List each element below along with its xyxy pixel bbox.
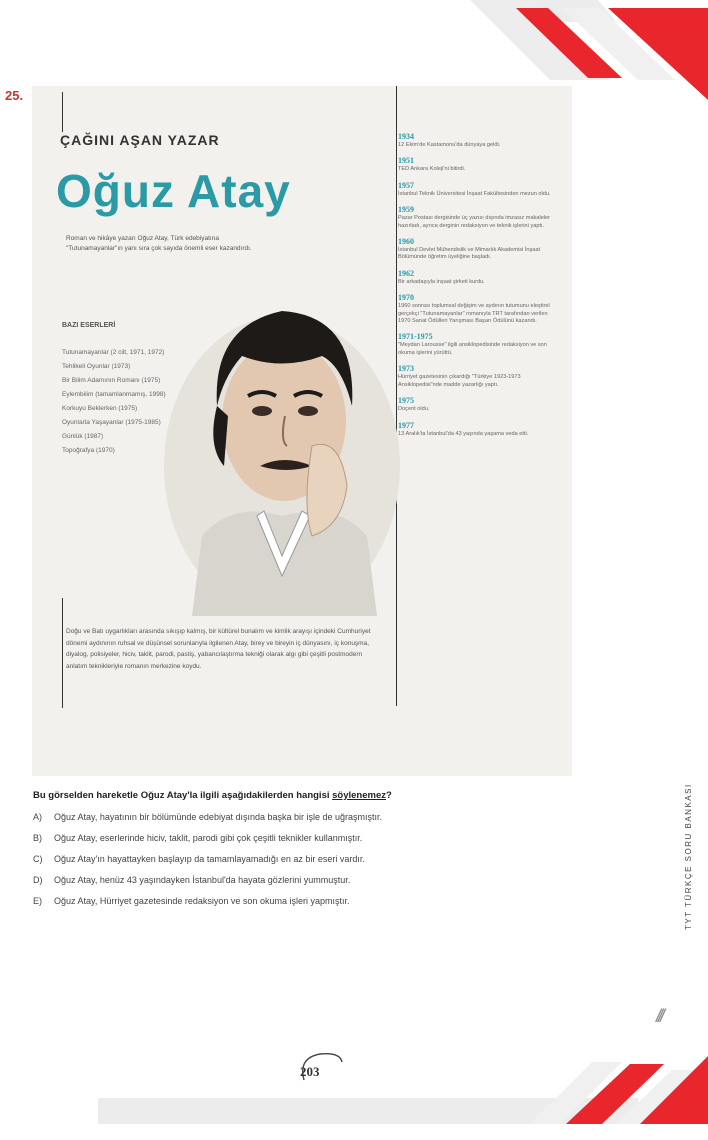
question-stem [33,790,392,801]
option-text: Oğuz Atay'ın hayattayken başlayıp da tamamlayamadığı en az bir eseri vardır. [54,854,365,864]
timeline-item [398,205,560,230]
timeline-text: İstanbul Devlet Mühendislik ve Mimarlık Akademisi İnşaat Bölümünde öğretim üyeliğine başladı. [398,247,541,261]
timeline-year: 1970 [398,293,414,303]
work-item: Bir Bilim Adamının Romanı (1975) [62,377,161,384]
timeline-year: 1962 [398,268,414,278]
poster-subtitle: ÇAĞINI AŞAN YAZAR [60,132,220,148]
option-c[interactable] [33,854,533,875]
work-item: Günlük (1987) [62,433,104,440]
option-text: Oğuz Atay, henüz 43 yaşındayken İstanbul'da hayata gözlerini yummuştur. [54,875,351,885]
slash-decoration: /// [656,1006,663,1026]
corner-stripes-bottom [530,1050,708,1140]
timeline-item [398,132,560,149]
answer-options [33,812,533,917]
work-item: Tehlikeli Oyunlar (1973) [62,363,131,370]
poster-divider [62,92,63,132]
timeline-text: TED Ankara Koleji'ni bitirdi. [398,166,466,173]
option-b[interactable] [33,833,533,854]
question-text: Bu görselden hareketle Oğuz Atay'la ilgili aşağıdakilerden hangisi [33,790,333,801]
timeline-text: Bir arkadaşıyla inşaat şirketi kurdu. [398,278,485,285]
work-item: Korkuyu Beklerken (1975) [62,405,138,412]
option-letter: C) [33,854,43,864]
timeline-item [398,181,560,198]
timeline-item [398,293,560,325]
timeline-year: 1973 [398,364,414,374]
author-portrait [162,286,402,616]
timeline-item [398,421,560,438]
option-d[interactable] [33,875,533,896]
page-number: 203 [300,1064,320,1079]
question-end: ? [386,790,392,801]
option-a[interactable] [33,812,533,833]
timeline-year: 1934 [398,132,414,141]
timeline-item [398,332,560,357]
author-name: Oğuz Atay [56,165,291,217]
author-intro: Roman ve hikâye yazarı Oğuz Atay, Türk edebiyatına "Tutunamayanlar"ın yanı sıra çok sayıda önemli eser kazandırdı. [66,235,252,252]
timeline-text: 12 Ekim'de Kastamonu'da dünyaya geldi. [398,142,501,148]
timeline-year: 1971-1975 [398,332,433,342]
poster-divider [62,598,63,708]
poster [32,86,572,776]
work-item: Oyunlarla Yaşayanlar (1975-1985) [62,419,161,426]
option-letter: B) [33,833,42,843]
timeline-year: 1957 [398,180,414,190]
works-heading: BAZI ESERLERİ [62,322,116,329]
timeline-year: 1977 [398,420,414,430]
timeline-text: İstanbul Teknik Üniversitesi İnşaat Fakültesinden mezun oldu. [398,190,551,197]
timeline-year: 1959 [398,205,414,215]
option-text: Oğuz Atay, hayatının bir bölümünde edebiyat dışında başka bir işle de uğraşmıştır. [54,812,383,822]
works-list [62,348,172,460]
timeline-text: 1960 sonrası toplumsal değişim ve aydının tutumunu eleştirel gerçekçi "Tutunamayanlar" romanıyla TRT tarafından verilen 1970 Sanat Ödülleri Yarışması Başarı Ödülünü kazandı. [398,303,550,325]
timeline-text: 13 Aralık'ta İstanbul'da 43 yaşında yaşama veda etti. [398,430,529,437]
timeline-text: Hürriyet gazetesinin çıkardığı "Türkiye 1923-1973 Ansiklopedisi"nde madde yazarlığı yaptı. [398,374,521,388]
timeline-item [398,156,560,173]
corner-stripes-top [470,0,708,100]
book-side-label: TYT TÜRKÇE SORU BANKASI [684,783,693,930]
timeline-text: Pazar Postası dergisinde üç yazısı dışında imzasız makaleler hazırladı, ayrıca derginin redaksiyon ve teknik işlerini yaptı. [398,215,551,229]
timeline-text: "Meydan Larousse" ilgili ansiklopedisinde redaksiyon ve son okuma işlerini yürüttü. [398,342,547,356]
timeline-year: 1975 [398,396,414,406]
timeline-item [398,269,560,286]
option-text: Oğuz Atay, eserlerinde hiciv, taklit, parodi gibi çok çeşitli teknikler kullanmıştır. [54,833,363,843]
timeline-item [398,396,560,413]
timeline-text: Doçent oldu. [398,406,430,413]
timeline [398,132,560,445]
option-e[interactable] [33,896,533,917]
timeline-year: 1960 [398,237,414,247]
option-text: Oğuz Atay, Hürriyet gazetesinde redaksiyon ve son okuma işleri yapmıştır. [54,896,350,906]
question-negative-word: söylenemez [332,790,387,801]
timeline-item [398,364,560,389]
timeline-item [398,237,560,262]
summary-paragraph: Doğu ve Batı uygarlıkları arasında sıkışıp kalmış, bir kültürel bunalım ve kimlik arayışı içindeki Cumhuriyet dönemi aydınının ruhsal ve düşünsel sorunlarıyla ilgilenen Atay, birey ve bireyin iç dünyasını, iç konuşma, diyalog, polisiyeler, hiciv, taklit, parodi, pastiş, yabancılaştırma tekniği olarak algı gibi çeşitli postmodern anlatım teknikleriyle romanın merkezine koydu. [66,628,371,670]
option-letter: A) [33,812,42,822]
work-item: Tutunamayanlar (2 cilt, 1971, 1972) [62,349,165,356]
work-item: Topoğrafya (1970) [62,447,115,454]
question-number: 25. [5,88,24,103]
option-letter: D) [33,875,43,885]
work-item: Eylembilim (tamamlanmamış, 1998) [62,391,166,398]
timeline-year: 1951 [398,156,414,166]
option-letter: E) [33,896,42,906]
